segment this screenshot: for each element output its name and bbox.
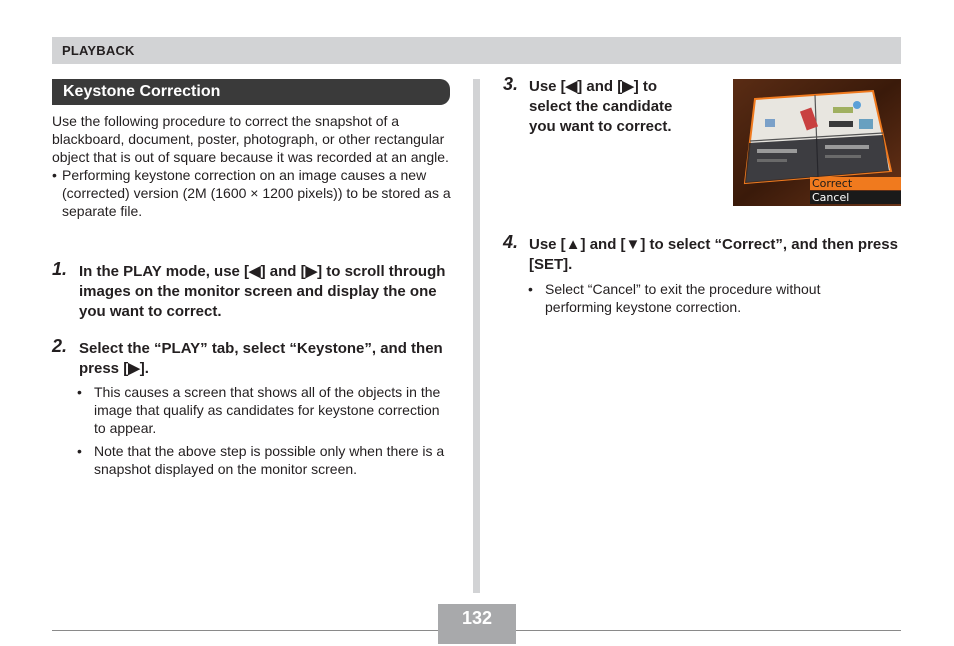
step-number: 2.	[52, 336, 68, 356]
menu-item-correct[interactable]: Correct	[810, 177, 901, 190]
page-number-box	[438, 604, 516, 644]
bullet-icon: •	[77, 443, 82, 459]
step-text: In the PLAY mode, use [◀] and [▶] to scroll through images on the monitor screen and display the one you want to correct.	[79, 263, 446, 320]
step-number: 4.	[503, 232, 519, 252]
bullet-icon: •	[77, 384, 82, 400]
step-4	[503, 232, 901, 275]
page-number: 132	[461, 608, 493, 628]
section-title: Keystone Correction	[63, 83, 221, 100]
step-2	[52, 336, 452, 379]
note-text: Note that the above step is possible only when there is a snapshot displayed on the monitor screen.	[94, 443, 445, 477]
intro-text	[52, 112, 452, 220]
section-title-bar	[52, 79, 450, 105]
bullet-icon: •	[52, 167, 57, 183]
step-text: Use [▲] and [▼] to select “Correct”, and then press [SET].	[529, 236, 898, 273]
intro-bullet	[52, 166, 452, 220]
step-number: 1.	[52, 259, 68, 279]
step-1	[52, 259, 452, 322]
step-text: Use [◀] and [▶] to select the candidate you want to correct.	[529, 78, 673, 135]
note-text: This causes a screen that shows all of the objects in the image that qualify as candidates for keystone correction to appear.	[94, 384, 441, 436]
intro-bullet-text: Performing keystone correction on an image causes a new (corrected) version (2M (1600 × 1200 pixels)) to be stored as a separate file.	[62, 167, 451, 219]
intro-paragraph: Use the following procedure to correct the snapshot of a blackboard, document, poster, photograph, or other rectangular object that is out of square because it was recorded at an angle.	[52, 113, 449, 165]
column-divider	[473, 79, 480, 593]
bullet-icon: •	[528, 281, 533, 297]
step-2-note-2	[77, 442, 452, 478]
monitor-screen-image	[733, 79, 901, 206]
header-bar	[52, 37, 901, 64]
note-text: Select “Cancel” to exit the procedure without performing keystone correction.	[545, 281, 821, 315]
step-3	[503, 74, 703, 137]
step-number: 3.	[503, 74, 519, 94]
menu-item-cancel[interactable]: Cancel	[810, 191, 901, 204]
step-4-note-1	[528, 280, 858, 316]
step-2-note-1	[77, 383, 452, 437]
section-header-label: PLAYBACK	[62, 43, 135, 58]
step-text: Select the “PLAY” tab, select “Keystone”, and then press [▶].	[79, 340, 443, 377]
